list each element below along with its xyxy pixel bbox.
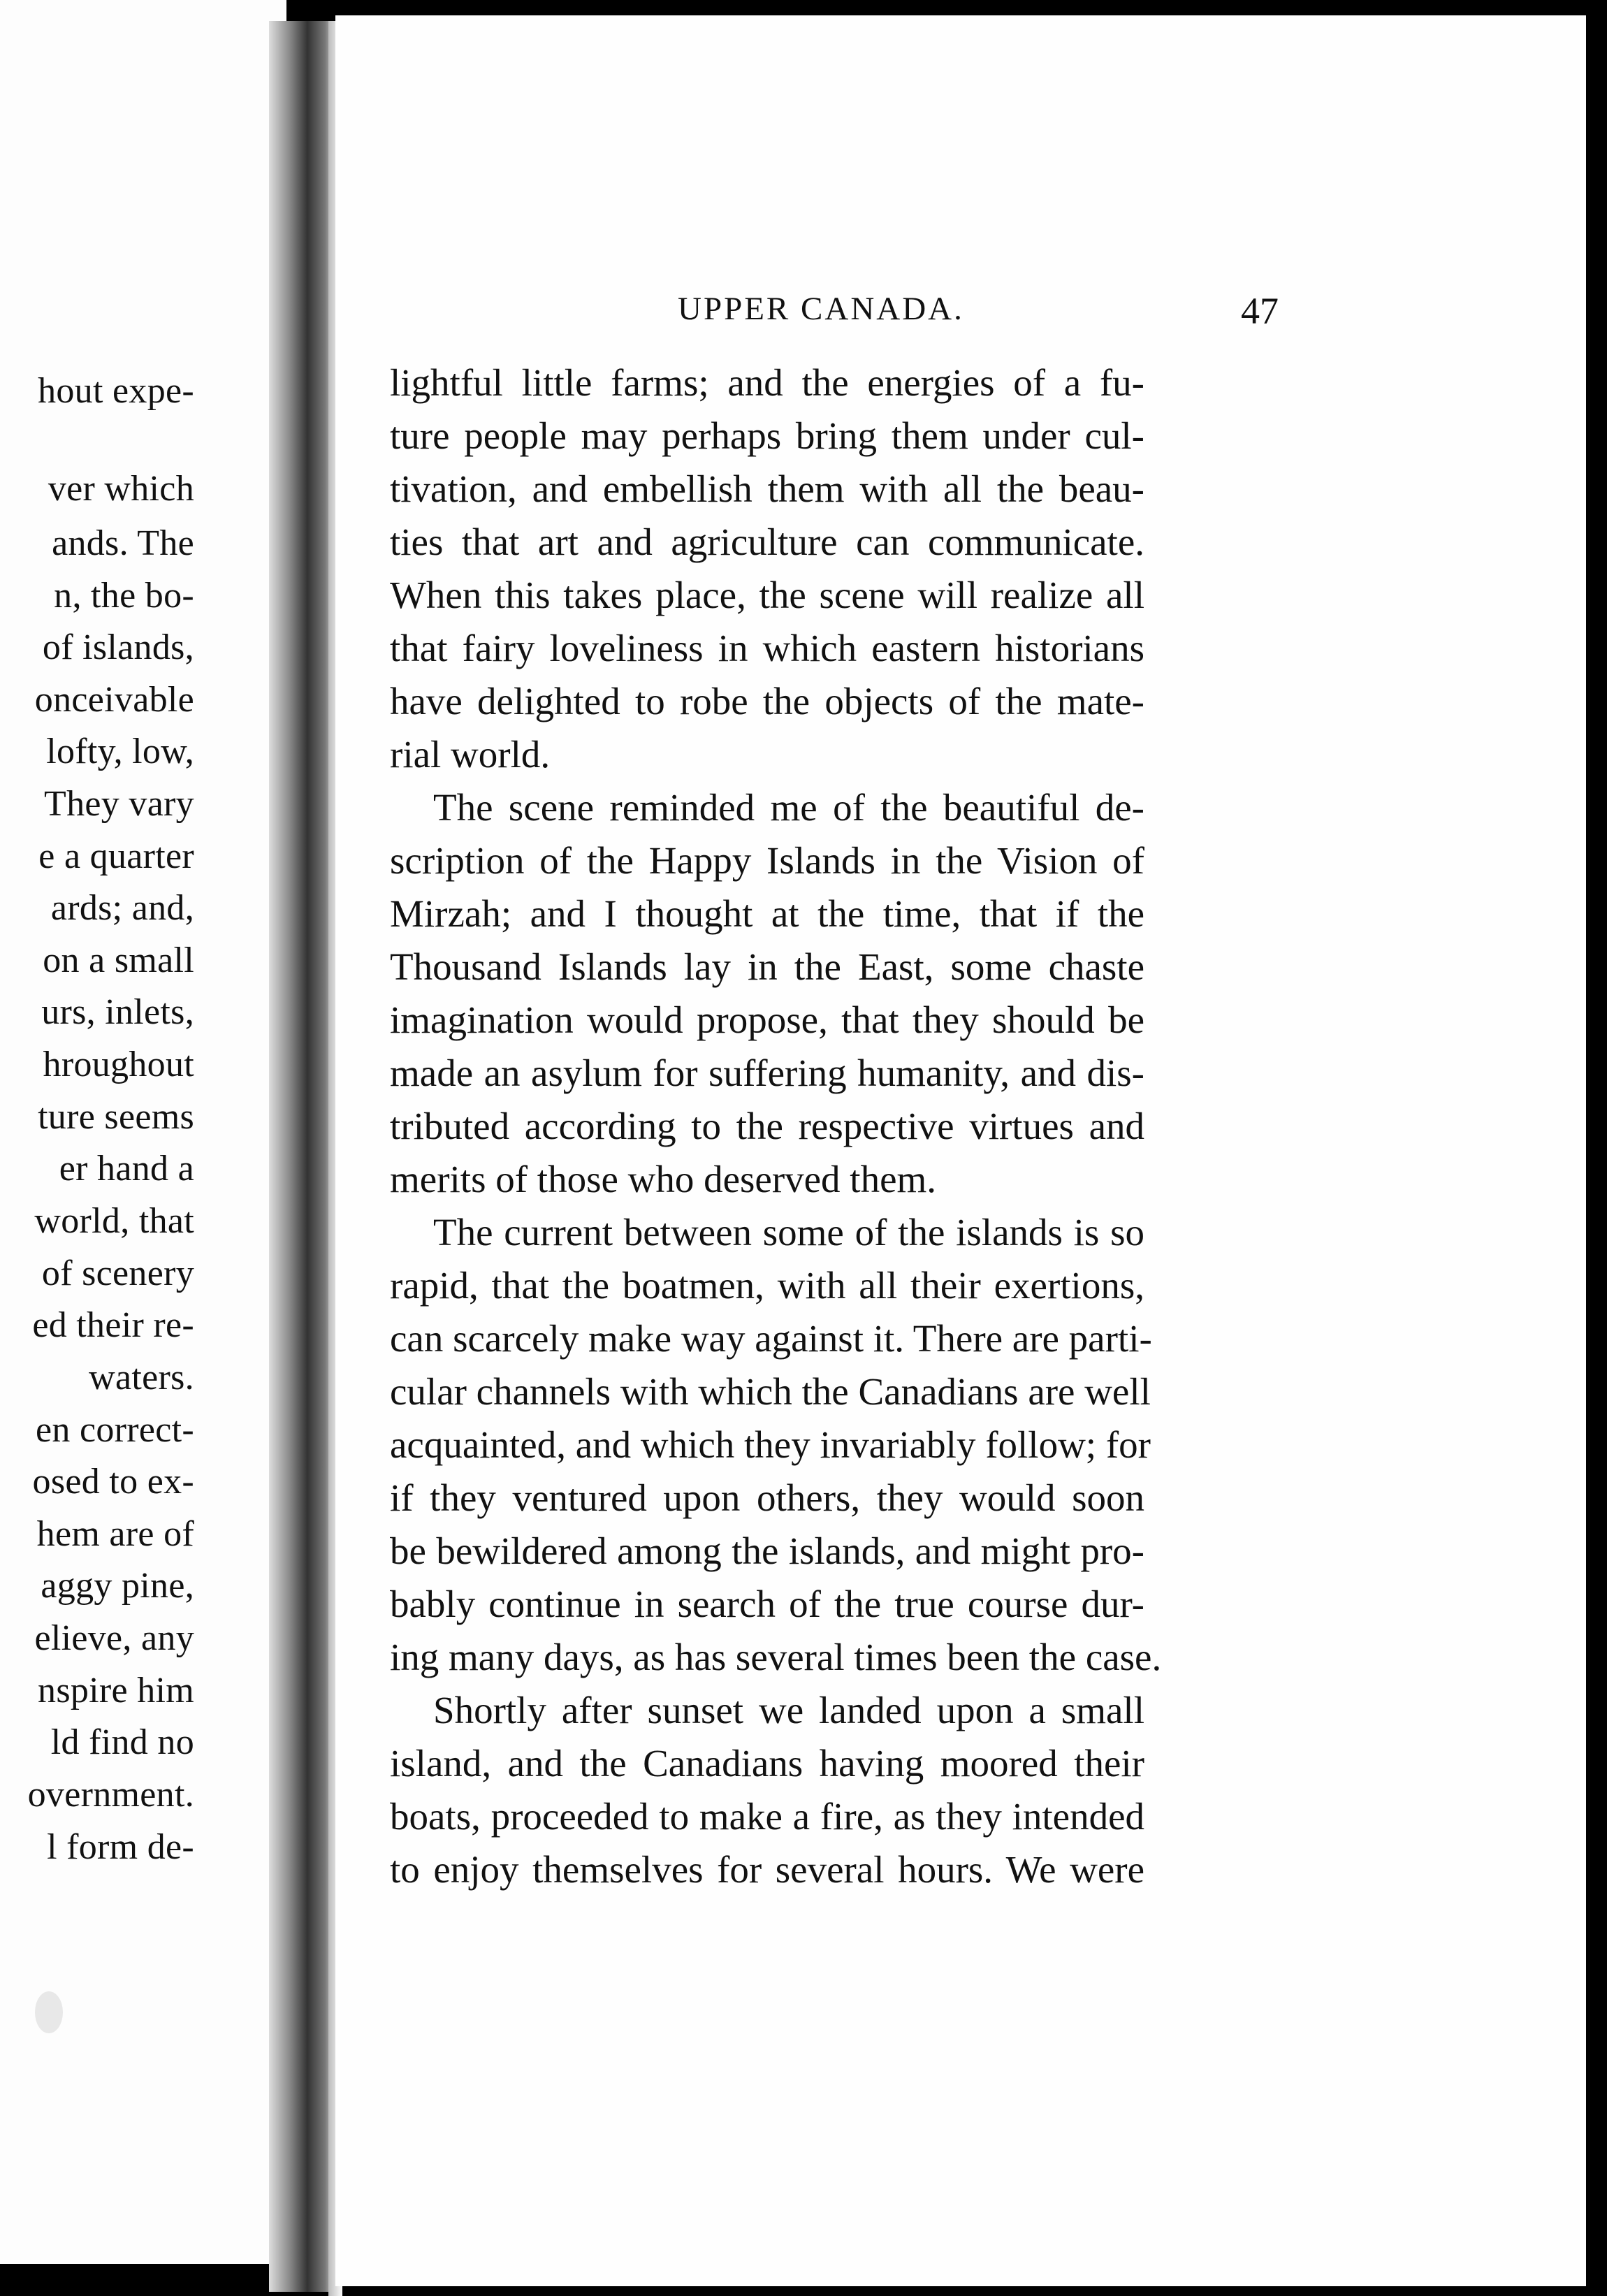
left-page-line: of scenery (41, 1254, 194, 1293)
left-page-line: world, that (34, 1201, 194, 1241)
left-page-line: nspire him (38, 1671, 194, 1710)
left-page-line: l form de- (47, 1827, 194, 1867)
left-page-line: n, the bo- (54, 576, 194, 616)
left-page-line: ands. The (52, 523, 194, 563)
text-line: tivation, and embellish them with all the beau- (390, 467, 1144, 510)
text-line: Mirzah; and I thought at the time, that if the (390, 892, 1144, 935)
text-line: tributed according to the respective virtues and (390, 1105, 1144, 1147)
text-line: bably continue in search of the true course dur- (390, 1583, 1144, 1625)
text-line: rapid, that the boatmen, with all their exertions, (390, 1264, 1144, 1307)
left-page-line: onceivable (34, 680, 194, 720)
left-page-line: hroughout (43, 1045, 194, 1084)
left-page-line: hout expe- (38, 371, 194, 411)
left-page-line: e a quarter (38, 836, 194, 876)
left-page-line: en correct- (35, 1410, 194, 1450)
left-page-line: osed to ex- (32, 1462, 194, 1502)
text-line: made an asylum for suffering humanity, and dis- (390, 1052, 1144, 1094)
right-page (335, 15, 1586, 2286)
text-line: island, and the Canadians having moored their (390, 1742, 1144, 1785)
left-page-line: aggy pine, (41, 1566, 194, 1606)
left-page-line: er hand a (59, 1149, 194, 1189)
left-page-line: ed their re- (32, 1305, 194, 1345)
left-page-line: ture seems (38, 1097, 194, 1137)
left-page-line: elieve, any (34, 1618, 194, 1658)
text-line: have delighted to robe the objects of the mate- (390, 680, 1144, 722)
text-line: scription of the Happy Islands in the Vision of (390, 839, 1144, 882)
left-page-line: ld find no (50, 1722, 194, 1762)
text-line: merits of those who deserved them. (390, 1158, 937, 1200)
text-line: cular channels with which the Canadians are well (390, 1370, 1151, 1413)
text-line: if they ventured upon others, they would soon (390, 1476, 1144, 1519)
text-line: imagination would propose, that they should be (390, 998, 1144, 1041)
left-page-line: overnment. (27, 1775, 194, 1815)
text-line: Shortly after sunset we landed upon a small (433, 1689, 1144, 1731)
text-line: Thousand Islands lay in the East, some chaste (390, 945, 1144, 988)
paper-smudge (35, 1991, 63, 2033)
text-line: The current between some of the islands is so (433, 1211, 1144, 1254)
running-head: UPPER CANADA. (678, 291, 964, 327)
left-page-line: urs, inlets, (41, 992, 194, 1032)
text-line: be bewildered among the islands, and might pro- (390, 1530, 1144, 1572)
left-page-line: of islands, (42, 627, 194, 667)
left-page-line: hem are of (36, 1514, 194, 1554)
text-line: boats, proceeded to make a fire, as they intended (390, 1795, 1144, 1838)
left-page-line: lofty, low, (46, 732, 194, 771)
text-line: The scene reminded me of the beautiful de- (433, 786, 1144, 829)
text-line: that fairy loveliness in which eastern historians (390, 627, 1144, 669)
text-line: rial world. (390, 733, 551, 776)
text-line: ing many days, as has several times been the case. (390, 1636, 1162, 1678)
left-page-line: on a small (43, 940, 194, 980)
text-line: lightful little farms; and the energies of a fu- (390, 361, 1144, 404)
text-line: can scarcely make way against it. There are parti- (390, 1317, 1152, 1360)
left-page-line: They vary (44, 784, 194, 824)
text-line: ture people may perhaps bring them under cul- (390, 414, 1144, 457)
text-line: acquainted, and which they invariably follow; for (390, 1423, 1151, 1466)
text-line: to enjoy themselves for several hours. We were (390, 1848, 1144, 1891)
text-line: When this takes place, the scene will realize all (390, 574, 1144, 616)
page-number: 47 (1241, 290, 1279, 332)
left-page-line: ver which (48, 469, 194, 509)
left-page-line: ards; and, (50, 888, 194, 928)
left-page-line: waters. (89, 1358, 194, 1397)
left-page (0, 0, 286, 2264)
text-line: ties that art and agriculture can communicate. (390, 521, 1144, 563)
